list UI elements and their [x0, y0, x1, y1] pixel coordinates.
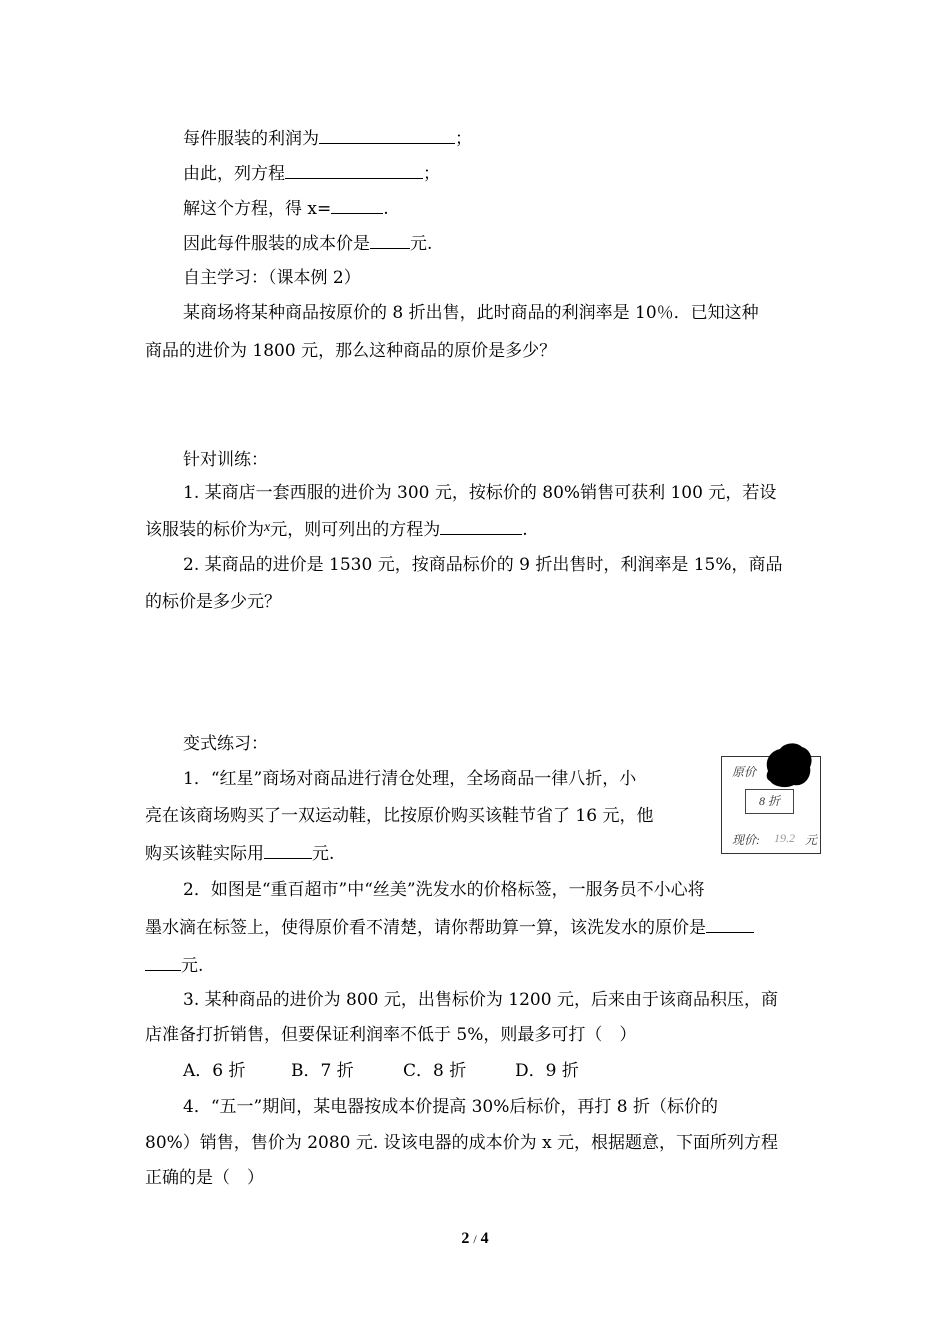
line-end: 元. — [181, 956, 204, 976]
option-b[interactable]: B．7 折 — [291, 1061, 354, 1081]
variant-q3-line2: 店准备打折销售，但要保证利润率不低于 5%，则最多可打（ ） — [145, 1025, 637, 1045]
discount-box: 8 折 — [745, 789, 794, 814]
variant-q1-line1: 1．“红星”商场对商品进行清仓处理，全场商品一律八折，小 — [183, 769, 637, 789]
solve-line — [183, 196, 389, 221]
profit-line — [183, 126, 472, 151]
page-separator: / — [473, 1232, 477, 1246]
variant-heading: 变式练习： — [183, 734, 268, 754]
option-d[interactable]: D．9 折 — [515, 1061, 579, 1081]
line-end: . — [383, 199, 389, 219]
answer-blank[interactable] — [440, 517, 522, 535]
self-study-problem-line1: 某商场将某种商品按原价的 8 折出售，此时商品的利润率是 10％．已知这种 — [183, 303, 759, 323]
training-q1-line2 — [145, 516, 528, 542]
option-c[interactable]: C．8 折 — [403, 1061, 467, 1081]
self-study-problem-line2: 商品的进价为 1800 元，那么这种商品的原价是多少？ — [145, 341, 557, 361]
variant-q1-line3 — [145, 841, 334, 866]
line-end: 元. — [312, 844, 335, 864]
page-number — [0, 1228, 950, 1250]
variable-x: x — [264, 520, 271, 535]
q1-text: 购买该鞋实际用 — [145, 844, 264, 864]
training-q1-line1: 1. 某商店一套西服的进价为 300 元，按标价的 80%销售可获利 100 元，若设 — [183, 483, 777, 503]
variant-q2-line1: 2．如图是“重百超市”中“丝美”洗发水的价格标签，一服务员不小心将 — [183, 880, 705, 900]
current-page: 2 — [461, 1230, 470, 1247]
answer-blank[interactable] — [319, 126, 455, 144]
variant-q4-line1: 4．“五一”期间，某电器按成本价提高 30%后标价，再打 8 折（标价的 — [183, 1097, 719, 1117]
answer-blank[interactable] — [264, 841, 312, 859]
q1-text-b: 元，则可列出的方程为 — [270, 520, 441, 540]
line-end: ； — [423, 164, 440, 184]
variant-q3-options — [183, 1059, 579, 1083]
variant-q2-line2 — [145, 915, 754, 940]
answer-blank[interactable] — [370, 231, 410, 249]
variant-q4-line2: 80%）销售，售价为 2080 元. 设该电器的成本价为 x 元，根据题意，下面所列方程 — [145, 1133, 779, 1153]
total-pages: 4 — [480, 1230, 489, 1247]
answer-blank[interactable] — [285, 161, 423, 179]
answer-blank[interactable] — [331, 196, 383, 214]
variant-q4-line3: 正确的是（ ） — [145, 1168, 264, 1188]
ink-blot-icon — [762, 741, 814, 789]
q2-text: 墨水滴在标签上，使得原价看不清楚，请你帮助算一算，该洗发水的原价是 — [145, 918, 706, 938]
equation-line — [183, 161, 440, 186]
current-price-label: 现价: — [732, 833, 760, 847]
cost-label: 因此每件服装的成本价是 — [183, 234, 370, 254]
answer-blank[interactable] — [706, 915, 754, 933]
q1-text-a: 该服装的标价为 — [145, 520, 264, 540]
option-a[interactable]: A．6 折 — [183, 1061, 246, 1081]
equation-label: 由此，列方程 — [183, 164, 285, 184]
training-q2-line2: 的标价是多少元？ — [145, 592, 281, 612]
line-end: . — [522, 520, 528, 540]
solve-label: 解这个方程，得 x= — [183, 199, 332, 219]
variant-q2-line3 — [145, 953, 203, 978]
cost-line — [183, 231, 432, 256]
answer-blank[interactable] — [145, 953, 181, 971]
price-tag-figure — [721, 756, 821, 854]
original-price-label: 原价 — [732, 765, 757, 779]
price-unit: 元 — [805, 833, 818, 847]
training-heading: 针对训练： — [183, 450, 268, 470]
current-price-value: 19.2 — [774, 831, 795, 845]
line-end: ； — [455, 129, 472, 149]
training-q2-line1: 2. 某商品的进价是 1530 元，按商品标价的 9 折出售时，利润率是 15%，商品 — [183, 555, 783, 575]
self-study-heading: 自主学习：（课本例 2） — [183, 268, 361, 288]
variant-q1-line2: 亮在该商场购买了一双运动鞋，比按原价购买该鞋节省了 16 元，他 — [145, 806, 654, 826]
line-end: 元. — [410, 234, 433, 254]
profit-label: 每件服装的利润为 — [183, 129, 319, 149]
variant-q3-line1: 3. 某种商品的进价为 800 元，出售标价为 1200 元，后来由于该商品积压，商 — [183, 990, 778, 1010]
